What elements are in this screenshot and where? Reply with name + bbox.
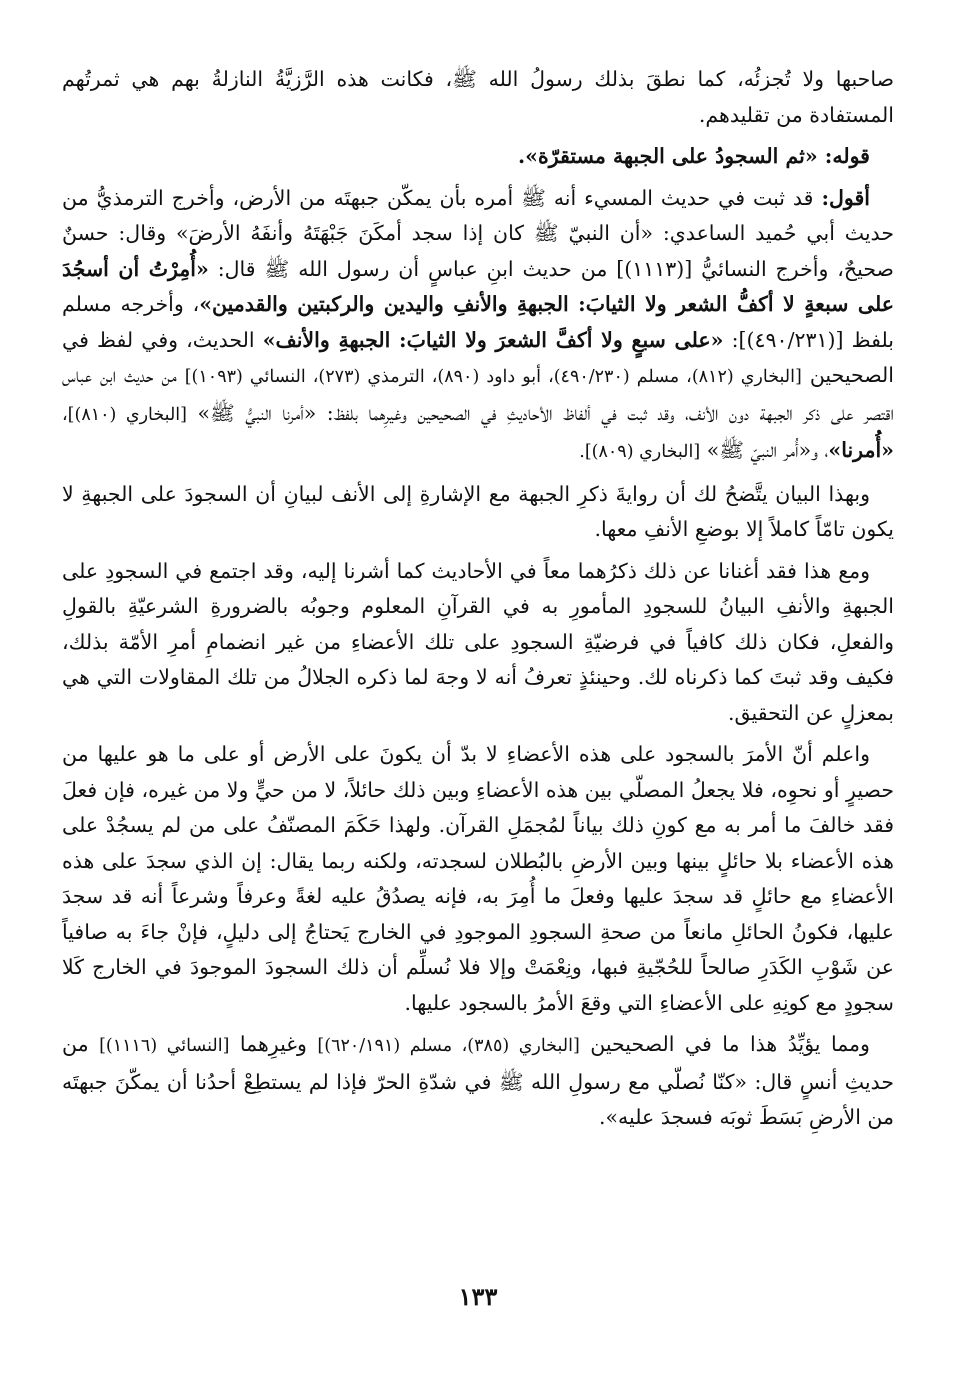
p3-reference-2: [البخاري (٨١٠)]،	[62, 404, 187, 425]
p3-reference-1: [البخاري (٨١٢)، مسلم (٤٩٠/٢٣٠)، أبو داود (٨٩٠)، الترمذي (٢٧٣)، النسائي (١٠٩٣)]	[184, 367, 802, 387]
p3-hadith-1: «أُمِرْتُ أن أسجُدَ على سبعةٍ لا أكفُّ الشعر ولا الثيابَ: الجبهةِ والأنفِ واليدين والركبتين والقدمين»	[62, 256, 894, 316]
aqul-label: أقول:	[821, 185, 870, 210]
page-number: ١٣٣	[458, 1282, 498, 1311]
p3-hadith-2: «على سبعٍ ولا أكفَّ الشعرَ ولا الثيابَ: الجبهةِ والأنف»	[262, 327, 724, 352]
p3-text-3: الحديث، وفي لفظ في الصحيحين	[62, 327, 894, 387]
paragraph-3	[62, 181, 894, 471]
p3-reference-3: [البخاري (٨٠٩)].	[579, 442, 701, 462]
p3-text-5: ، و«أُمر النبيّ ﷺ»	[706, 438, 829, 462]
p3-text-1: قد ثبت في حديث المسيء أنه ﷺ أمره بأن يمكّن جبهتَه من الأرض، وأخرج الترمذيُّ من حديث أبي حُميد الساعدي: «أن النبيّ ﷺ كان إذا سجد أمكَنَ جَبْهَتَهُ وأنفَهُ الأرضَ» وقال: حسنٌ صحيحٌ، وأخرج النسائيُّ [(١١١٣)] من حديث ابنِ عباسٍ أن رسول الله ﷺ قال:	[62, 185, 894, 281]
paragraph-4: وبهذا البيان يتَّضحُ لك أن روايةَ ذكرِ الجبهة مع الإشارةِ إلى الأنف لبيانِ أن السجودَ على الجبهةِ لا يكون تامّاً كاملاً إلا بوضعِ الأنفِ معها.	[62, 481, 894, 541]
paragraph-7	[62, 1027, 894, 1136]
p7-text-1: ومما يؤيِّدُ هذا ما في الصحيحين	[590, 1032, 870, 1056]
p7-text-3: من حديثِ أنسٍ قال: «كنّا نُصلّي مع رسولِ الله ﷺ في شدّةِ الحرّ فإذا لم يستطِعْ أحدُنا أن يمكّنَ جبهتَه من الأرضِ بَسَطَ ثوبَه فسجدَ عليه».	[62, 1032, 894, 1129]
p3-text-4: من حديث ابن عباس اقتصر على ذكر الجبهة دون الأنف، وقد ثبت في ألفاظ الأحاديثِ في الصحيحين وغيرِهما بلفظ: «أمرنا النبيُّ ﷺ»	[62, 363, 894, 425]
quote-heading: قوله: «ثم السجودُ على الجبهة مستقرّة».	[518, 144, 870, 168]
p7-reference-1: [البخاري (٣٨٥)، مسلم (٦٢٠/١٩١)]	[317, 1036, 580, 1056]
p3-text-2: ، وأخرجه مسلم بلفظ [(٤٩٠/٢٣١)]:	[62, 292, 894, 352]
page-body	[62, 62, 894, 1142]
paragraph-2-heading	[62, 139, 894, 175]
paragraph-1: صاحبها ولا تُجزئُه، كما نطقَ بذلك رسولُ الله ﷺ، فكانت هذه الرَّزيَّةُ النازلةُ بهم هي ثمرتُهم المستفادة من تقليدهم.	[62, 67, 894, 127]
paragraph-6: واعلم أنّ الأمرَ بالسجود على هذه الأعضاءِ لا بدّ أن يكونَ على الأرض أو على ما هو عليها من حصيرٍ أو نحوِه، فلا يجعلُ المصلّي بين هذه الأعضاءِ وبين ذلك حائلاً، لا من حيٍّ ولا من غيره، فإن فعلَ فقد خالفَ ما أمر به مع كونِ ذلك بياناً لمُجمَلِ القرآن. ولهذا حَكَمَ المصنّفُ على من لم يسجُدْ على هذه الأعضاء بلا حائلٍ بينها وبين الأرضِ بالبُطلان لسجدته، ولكنه ربما يقال: إن الذي سجدَ على هذه الأعضاءِ مع حائلٍ قد سجدَ عليها وفعلَ ما أُمِرَ به، فإنه يصدُقُ عليه لغةً وعرفاً وشرعاً أنه قد سجدَ عليها، فكونُ الحائلِ مانعاً من صحةِ السجودِ الموجودِ في الخارج يَحتاجُ إلى دليلٍ، فإنْ جاءَ به صافياً عن شَوْبِ الكَدَرِ صالحاً للحُجّيةِ فبها، ونِعْمَتْ وإلا فلا نُسلِّم أن ذلك السجودَ الموجودَ في الخارج كَلا سجودٍ مع كونِهِ على الأعضاءِ التي وقعَ الأمرُ بالسجود عليها.	[62, 742, 894, 1015]
p3-hadith-3: «أُمرنا»	[828, 438, 894, 462]
paragraph-5: ومع هذا فقد أغنانا عن ذلك ذكرُهما معاً في الأحاديث كما أشرنا إليه، وقد اجتمع في السجودِ على الجبهةِ والأنفِ البيانُ للسجودِ المأمورِ به في القرآنِ المعلوم وجوبُه بالضرورةِ الشرعيّةِ بالقولِ والفعلِ، فكان ذلك كافياً في فرضيّةِ السجودِ على تلك الأعضاءِ من غير انضمامِ أمرِ الأمّة بذلك، فكيف وقد ثبتَ كما ذكرناه لك. وحينئذٍ تعرفُ أنه لا وجهَ لما ذكره الجلالُ من تلك المقاولات التي هي بمعزلٍ عن التحقيق.	[62, 558, 894, 725]
p7-text-2: وغيرِهما	[239, 1032, 307, 1056]
p7-reference-2: [النسائي (١١١٦)]	[99, 1036, 230, 1056]
